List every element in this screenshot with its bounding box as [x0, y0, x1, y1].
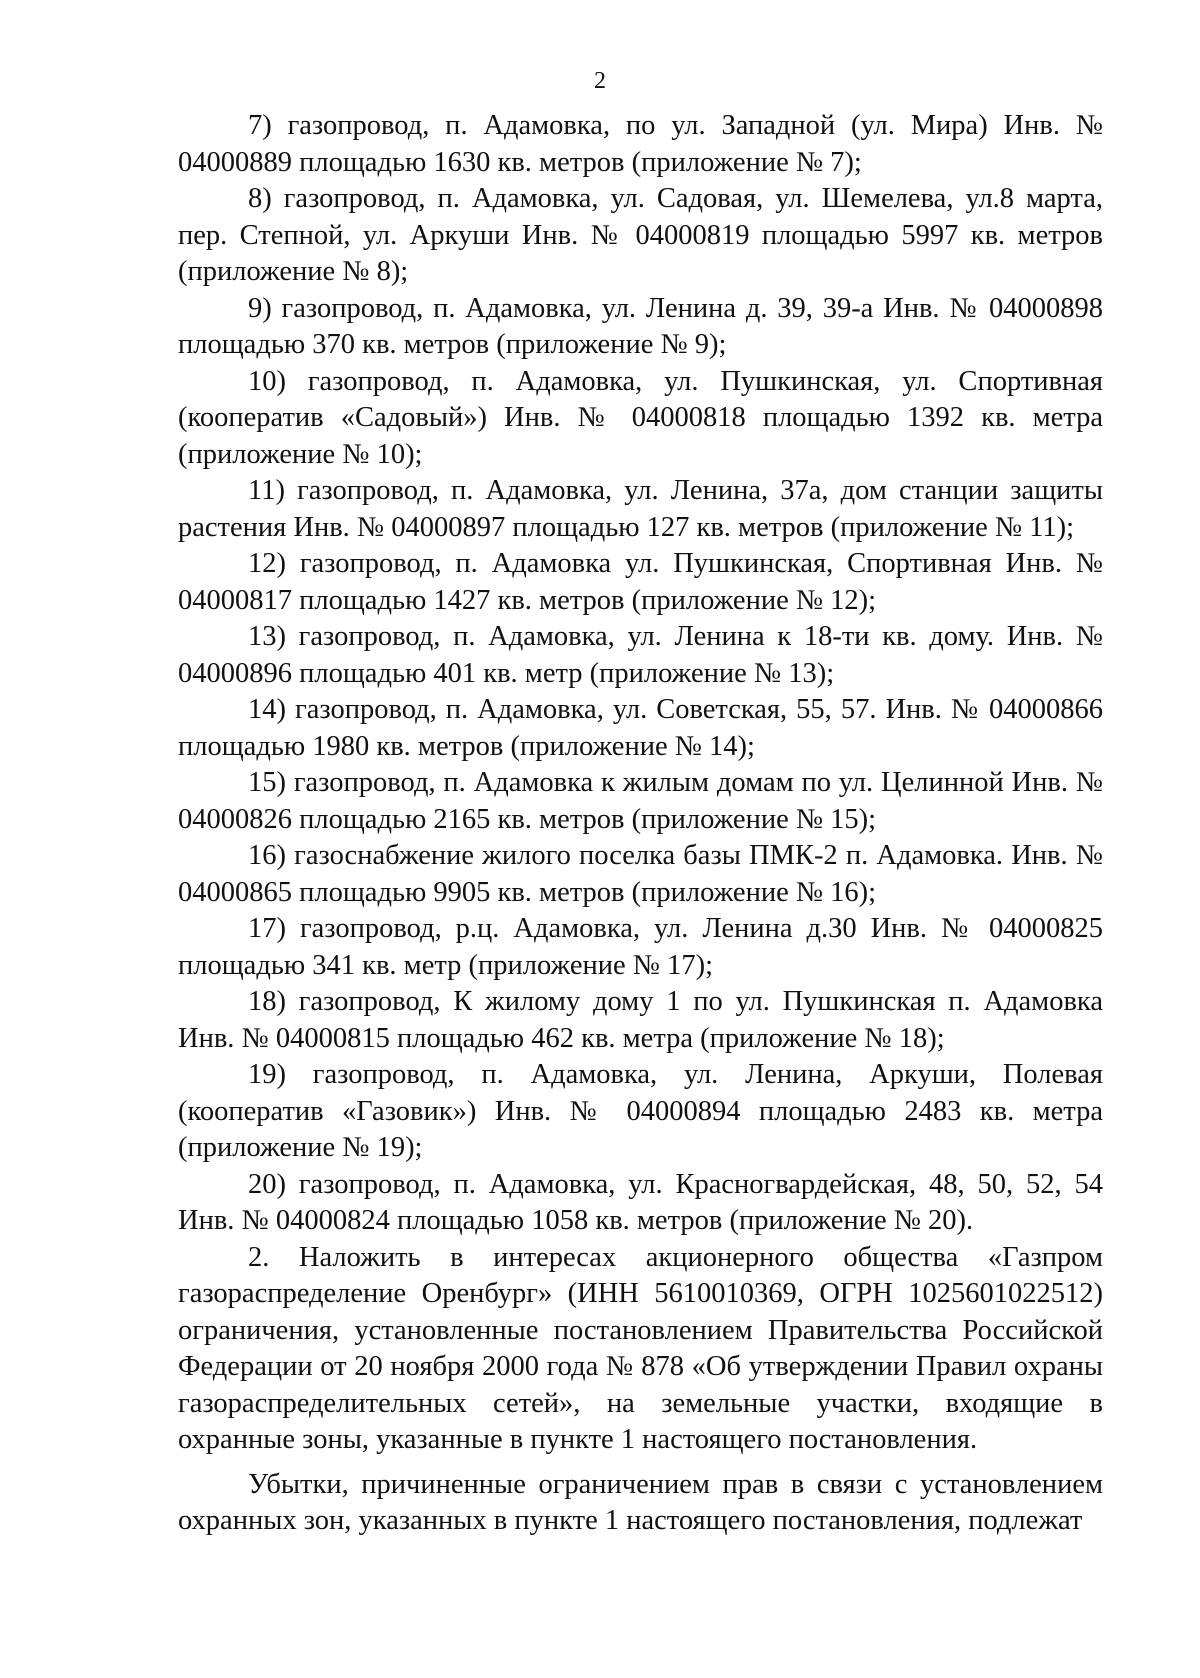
list-item-18: 18) газопровод, К жилому дому 1 по ул. Пушкинская п. Адамовка Инв. № 04000815 площадью 462 кв. метра (приложение № 18); [178, 986, 1103, 1054]
list-item-12: 12) газопровод, п. Адамовка ул. Пушкинская, Спортивная Инв. № 04000817 площадью 1427 кв. метров (приложение № 12); [178, 548, 1103, 616]
list-item-11: 11) газопровод, п. Адамовка, ул. Ленина, 37а, дом станции защиты растения Инв. № 04000897 площадью 127 кв. метров (приложение № 11); [178, 475, 1103, 543]
list-item-17: 17) газопровод, р.ц. Адамовка, ул. Ленина д.30 Инв. № 04000825 площадью 341 кв. метр (приложение № 17); [178, 913, 1103, 981]
losses-paragraph: Убытки, причиненные ограничением прав в связи с установлением охранных зон, указанных в пункте 1 настоящего постановления, подлежат [178, 1468, 1103, 1536]
list-item-15: 15) газопровод, п. Адамовка к жилым домам по ул. Целинной Инв. № 04000826 площадью 2165 кв. метров (приложение № 15); [178, 767, 1103, 835]
list-item-13: 13) газопровод, п. Адамовка, ул. Ленина к 18-ти кв. дому. Инв. № 04000896 площадью 401 кв. метр (приложение № 13); [178, 621, 1103, 689]
list-item-9: 9) газопровод, п. Адамовка, ул. Ленина д. 39, 39-а Инв. № 04000898 площадью 370 кв. метров (приложение № 9); [178, 292, 1103, 360]
list-item-14: 14) газопровод, п. Адамовка, ул. Советская, 55, 57. Инв. № 04000866 площадью 1980 кв. метров (приложение № 14); [178, 694, 1103, 762]
list-item-8: 8) газопровод, п. Адамовка, ул. Садовая, ул. Шемелева, ул.8 марта, пер. Степной, ул. Аркуши Инв. № 04000819 площадью 5997 кв. метров (приложение № 8); [178, 183, 1103, 287]
list-item-19: 19) газопровод, п. Адамовка, ул. Ленина, Аркуши, Полевая (кооператив «Газовик») Инв. № 04000894 площадью 2483 кв. метра (приложение № 19); [178, 1059, 1103, 1163]
list-item-16: 16) газоснабжение жилого поселка базы ПМК-2 п. Адамовка. Инв. № 04000865 площадью 9905 кв. метров (приложение № 16); [178, 840, 1103, 908]
list-item-10: 10) газопровод, п. Адамовка, ул. Пушкинская, ул. Спортивная (кооператив «Садовый») Инв. № 04000818 площадью 1392 кв. метра (приложение № 10); [178, 365, 1103, 470]
list-item-20: 20) газопровод, п. Адамовка, ул. Красногвардейская, 48, 50, 52, 54 Инв. № 04000824 площадью 1058 кв. метров (приложение № 20). [178, 1168, 1103, 1236]
page-number: 2 [594, 68, 606, 94]
document-body [178, 108, 1103, 1540]
list-item-7: 7) газопровод, п. Адамовка, по ул. Западной (ул. Мира) Инв. № 04000889 площадью 1630 кв. метров (приложение № 7); [178, 110, 1103, 178]
clause-2-paragraph: 2. Наложить в интересах акционерного общества «Газпром газораспределение Оренбург» (ИНН 5610010369, ОГРН 1025601022512) ограничения, установленные постановлением Правительства Российской Федерации от 20 ноября 2000 года № 878 «Об утверждении Правил охраны газораспределительных сетей», на земельные участки, входящие в охранные зоны, указанные в пункте 1 настоящего постановления. [178, 1241, 1103, 1455]
